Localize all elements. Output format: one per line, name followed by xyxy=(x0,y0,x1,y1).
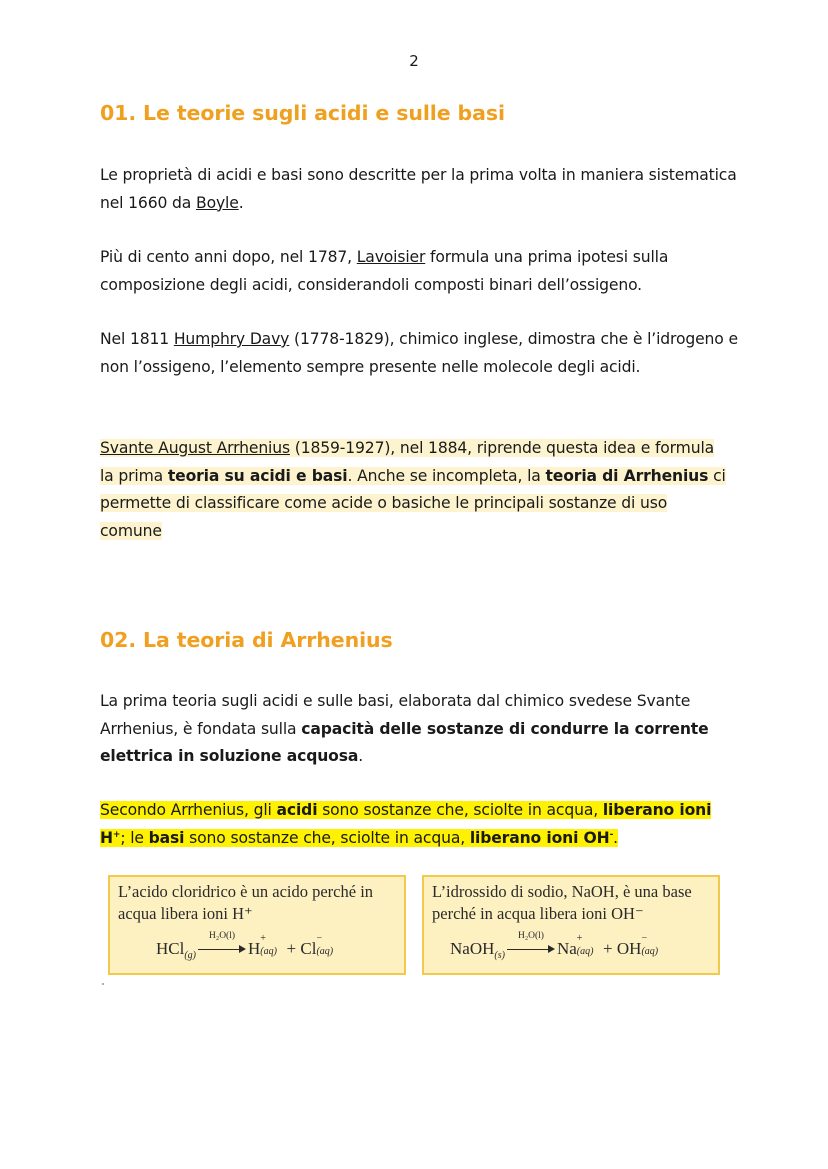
text: ; le xyxy=(120,828,149,847)
bold-text: basi xyxy=(148,828,185,847)
bold-text: acidi xyxy=(276,801,318,819)
text: Le proprietà di acidi e basi sono descritte per la prima volta in maniera sistematica nel 1660 da xyxy=(100,166,737,212)
bold-text xyxy=(470,829,613,847)
plus-sign: + xyxy=(603,939,613,958)
charge: − xyxy=(641,933,648,944)
plus-sign: + xyxy=(286,939,297,958)
ion-notation xyxy=(316,933,338,957)
text: Più di cento anni dopo, nel 1787, xyxy=(100,248,357,266)
state-label: (s) xyxy=(494,950,505,961)
paragraph-acid-base-definition xyxy=(100,797,740,852)
highlighted-text xyxy=(100,801,711,847)
text: . xyxy=(238,193,244,212)
base-dissociation-equation xyxy=(450,931,663,961)
charge: − xyxy=(316,933,323,944)
reactant: NaOH xyxy=(450,939,495,958)
bold-text: teoria di Arrhenius xyxy=(545,466,709,485)
text: Nel 1811 xyxy=(100,330,174,348)
text: formula una prima ipotesi sulla composizione degli acidi, considerandoli composti binari dell’ossigeno. xyxy=(100,248,669,294)
section-heading-arrhenius: 02. La teoria di Arrhenius xyxy=(100,628,393,652)
arrow-condition: H₂O(l) xyxy=(517,931,544,941)
state-label: (aq) xyxy=(641,946,659,957)
stray-mark xyxy=(102,983,104,985)
ion-notation xyxy=(576,933,599,957)
arrhenius-link[interactable]: Svante August Arrhenius xyxy=(100,439,290,457)
lavoisier-link[interactable]: Lavoisier xyxy=(356,248,426,266)
highlighted-text xyxy=(100,439,726,540)
paragraph-arrhenius-theory xyxy=(100,688,740,771)
arrow-condition: H₂O(l) xyxy=(209,931,236,941)
text: liberano ioni H xyxy=(100,801,712,847)
humphry-davy-link[interactable]: Humphry Davy xyxy=(173,330,290,348)
charge: + xyxy=(576,933,583,944)
page-number: 2 xyxy=(409,52,419,70)
acid-example-text: L’acido cloridrico è un acido perché in acqua libera ioni H⁺ xyxy=(118,882,374,923)
text: La prima teoria sugli acidi e sulle basi, elaborata dal chimico svedese Svante Arrhenius, è fondata sulla xyxy=(100,692,691,738)
reactant: HCl xyxy=(156,939,185,958)
state-label: (aq) xyxy=(260,946,277,957)
bold-text: capacità delle sostanze di condurre la corrente elettrica in soluzione acquosa xyxy=(100,719,709,765)
acid-example-box xyxy=(108,875,406,975)
text: . Anche se incompleta, la xyxy=(347,466,546,485)
ion-notation xyxy=(260,933,282,957)
acid-dissociation-equation xyxy=(156,931,338,961)
paragraph-davy xyxy=(100,326,740,381)
state-label: (aq) xyxy=(316,946,334,957)
bold-text: teoria su acidi e basi xyxy=(167,466,348,485)
paragraph-lavoisier xyxy=(100,244,740,299)
product: OH xyxy=(616,939,642,958)
charge: + xyxy=(260,933,266,944)
text: sono sostanze che, sciolte in acqua, xyxy=(184,828,470,847)
product: Cl xyxy=(300,939,317,958)
text: (1778-1829), chimico inglese, dimostra che è l’idrogeno e non l’ossigeno, l’elemento sempre presente nelle molecole degli acidi. xyxy=(100,330,738,376)
text: sono sostanze che, sciolte in acqua, xyxy=(317,801,603,819)
charge-sup: - xyxy=(609,829,614,840)
reaction-arrow-icon xyxy=(198,931,246,952)
base-example-box xyxy=(422,875,720,975)
product: H xyxy=(248,939,261,958)
paragraph-boyle xyxy=(100,162,740,217)
text: (1859-1927), nel 1884, riprende questa idea e formula la prima xyxy=(100,439,715,485)
text: ci permette di classificare come acide o basiche le principali sostanze di uso comune xyxy=(100,466,726,540)
text: . xyxy=(358,747,364,765)
product: Na xyxy=(556,939,577,958)
state-label: (aq) xyxy=(576,946,594,957)
charge-sup: + xyxy=(112,829,121,840)
base-example-text: L’idrossido di sodio, NaOH, è una base perché in acqua libera ioni OH⁻ xyxy=(432,882,692,923)
paragraph-arrhenius-intro xyxy=(100,435,730,545)
section-heading-teorie: 01. Le teorie sugli acidi e sulle basi xyxy=(100,101,505,125)
text: Secondo Arrhenius, gli xyxy=(100,801,277,819)
reaction-arrow-icon xyxy=(507,931,555,952)
ion-notation xyxy=(641,933,663,957)
text: . xyxy=(613,828,618,847)
boyle-link[interactable]: Boyle xyxy=(196,193,239,212)
state-label: (g) xyxy=(184,950,197,961)
text: liberano ioni OH xyxy=(469,828,610,847)
